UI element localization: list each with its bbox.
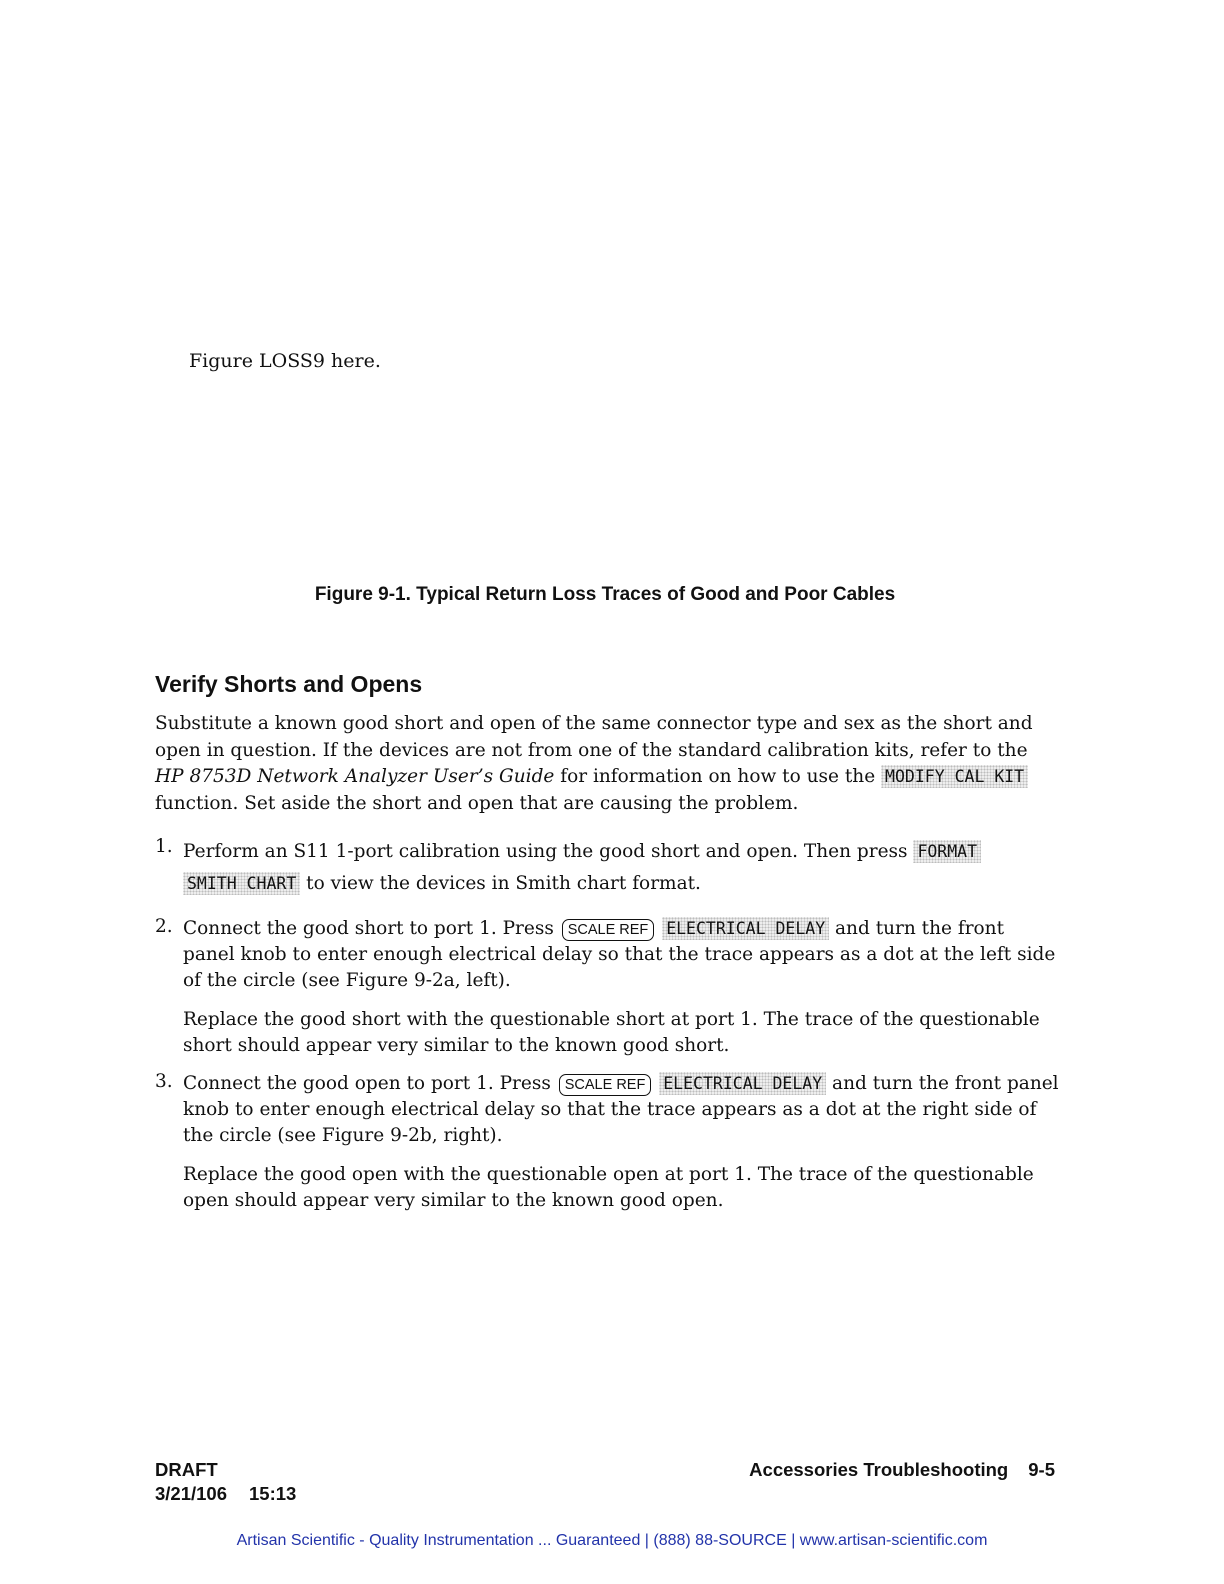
intro-text-2: for information on how to use the bbox=[554, 766, 882, 787]
step-text: Connect the good open to port 1. Press bbox=[183, 1073, 557, 1094]
intro-text-3: function. Set aside the short and open that are causing the problem. bbox=[155, 792, 799, 814]
step-number: 3. bbox=[155, 1071, 173, 1092]
section-heading: Verify Shorts and Opens bbox=[155, 671, 423, 697]
figure-placeholder-text: Figure LOSS9 here. bbox=[189, 350, 381, 372]
intro-text-1: Substitute a known good short and open of the same connector type and sex as the short and open in question. If the devices are not from one of the standard calibration kits, refer to the bbox=[155, 713, 1033, 761]
scale-ref-key: SCALE REF bbox=[562, 919, 655, 941]
footer-page-number: 9-5 bbox=[1028, 1459, 1055, 1480]
step-number: 1. bbox=[155, 836, 173, 857]
step-text: to view the devices in Smith chart format. bbox=[300, 873, 701, 894]
format-softkey: FORMAT bbox=[913, 840, 981, 863]
users-guide-title: HP 8753D Network Analyzer User’s Guide bbox=[155, 766, 555, 787]
step-note: Replace the good short with the questionable short at port 1. The trace of the questionable short should appear very similar to the known good short. bbox=[183, 1009, 1040, 1056]
footer-chapter-title: Accessories Troubleshooting bbox=[749, 1459, 1009, 1480]
step-number: 2. bbox=[155, 916, 173, 937]
step-text: Connect the good short to port 1. Press bbox=[183, 918, 560, 939]
footer-chapter bbox=[749, 1459, 1055, 1481]
figure-caption: Figure 9-1. Typical Return Loss Traces of Good and Poor Cables bbox=[314, 584, 896, 605]
step-text: Perform an S11 1-port calibration using the good short and open. Then press bbox=[183, 841, 914, 862]
electrical-delay-softkey: ELECTRICAL DELAY bbox=[659, 1072, 826, 1095]
modify-cal-kit-softkey: MODIFY CAL KIT bbox=[881, 765, 1028, 788]
footer-draft: DRAFT bbox=[155, 1459, 218, 1480]
footer-timestamp bbox=[155, 1483, 296, 1505]
intro-paragraph bbox=[155, 711, 1055, 817]
smith-chart-softkey: SMITH CHART bbox=[183, 872, 300, 895]
footer-date: 3/21/106 bbox=[155, 1483, 228, 1504]
step-2 bbox=[155, 916, 1060, 1059]
scale-ref-key: SCALE REF bbox=[559, 1074, 652, 1096]
step-text: and turn the front panel knob to enter enough electrical delay so that the trace appears as a dot at the left side of the circle (see Figure 9-2a, left). bbox=[183, 918, 1056, 991]
footer-time: 15:13 bbox=[249, 1483, 297, 1504]
vendor-link[interactable]: Artisan Scientific - Quality Instrumentation ... Guaranteed | (888) 88-SOURCE | www.artisan-scientific.com bbox=[236, 1532, 988, 1549]
electrical-delay-softkey: ELECTRICAL DELAY bbox=[662, 917, 829, 940]
step-3 bbox=[155, 1071, 1060, 1214]
step-text: and turn the front panel knob to enter enough electrical delay so that the trace appears as a dot at the right side of the circle (see Figure 9-2b, right). bbox=[183, 1073, 1059, 1146]
step-note: Replace the good open with the questionable open at port 1. The trace of the questionable open should appear very similar to the known good open. bbox=[183, 1164, 1034, 1211]
step-1 bbox=[155, 836, 1060, 900]
